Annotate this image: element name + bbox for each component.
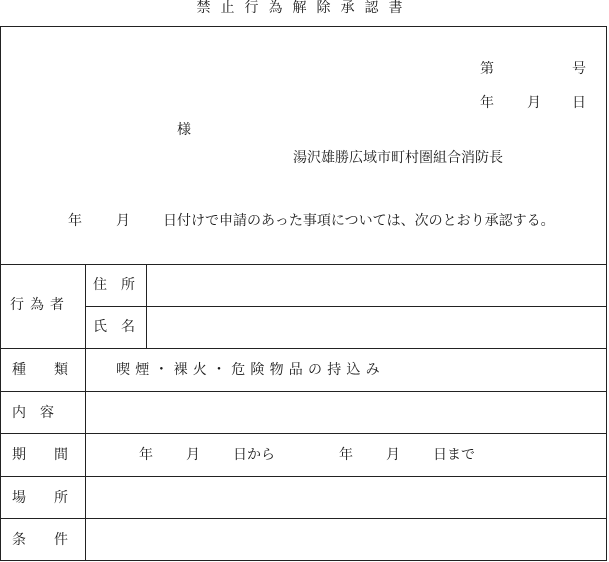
date-year-label: 年 (480, 95, 494, 111)
addressee-suffix: 様 (177, 122, 191, 138)
statement-year: 年 (68, 213, 82, 229)
actor-divider-line (85, 306, 607, 307)
address-label: 住 所 (93, 277, 135, 293)
period-month-start: 月 (186, 447, 200, 463)
number-suffix: 号 (572, 61, 586, 77)
actor-label: 行為者 (10, 297, 70, 313)
issuer-title: 湯沢雄勝広域市町村圏組合消防長 (293, 150, 503, 166)
date-month-label: 月 (527, 95, 541, 111)
period-year-start: 年 (139, 447, 153, 463)
statement-text: 日付けで申請のあった事項については、次のとおり承認する。 (163, 213, 555, 229)
period-until: 日まで (433, 447, 475, 463)
table-top-line (0, 264, 607, 265)
name-label: 氏 名 (93, 319, 135, 335)
actor-sublabel-line (146, 264, 147, 348)
approval-form-frame (0, 26, 607, 561)
type-label: 種 類 (12, 362, 68, 378)
row-line-period (0, 433, 607, 434)
place-label: 場 所 (12, 490, 68, 506)
period-label: 期 間 (12, 447, 68, 463)
row-line-place (0, 476, 607, 477)
statement-month: 月 (116, 213, 130, 229)
date-day-label: 日 (572, 95, 586, 111)
number-prefix: 第 (480, 61, 494, 77)
type-value: 喫煙・裸火・危険物品の持込み (116, 362, 385, 378)
row-line-content (0, 391, 607, 392)
row-line-type (0, 348, 607, 349)
period-year-end: 年 (339, 447, 353, 463)
period-from: 日から (233, 447, 275, 463)
row-line-conditions (0, 518, 607, 519)
period-month-end: 月 (386, 447, 400, 463)
label-column-line (85, 264, 86, 561)
document-title: 禁止行為解除承認書 (196, 0, 413, 16)
conditions-label: 条 件 (12, 532, 68, 548)
content-label: 内 容 (12, 405, 54, 421)
